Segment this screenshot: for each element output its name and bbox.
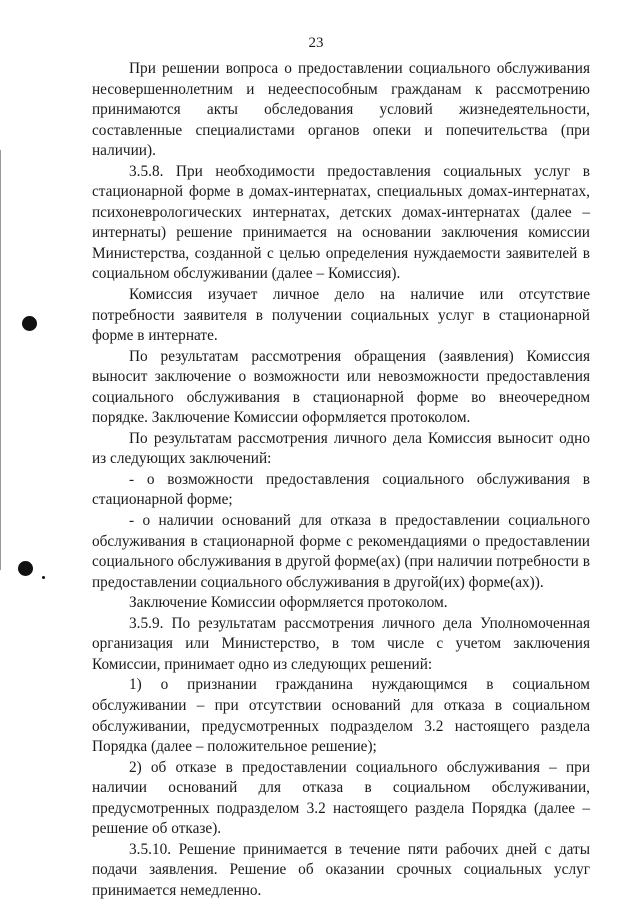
paragraph-minors-acts: При решении вопроса о предоставлении социального обслуживания несовершеннолетним и недееспособным гражданам к рассмотрению принимаются акты обследования условий жизнедеятельности, составленные специалистами органов опеки и попечительства (при наличии). (92, 60, 590, 160)
paragraph-commission-conclusion: По результатам рассмотрения обращения (заявления) Комиссия выносит заключение о возможности или невозможности предоставления социального обслуживания в стационарной форме во внеочередном порядке. Заключение Комиссии оформляется протоколом. (92, 347, 590, 427)
scan-edge-line (0, 150, 1, 570)
page-number: 23 (308, 35, 324, 51)
binder-hole-mark-top (22, 316, 37, 331)
list-item-positive-decision: 1) о признании гражданина нуждающимся в социальном обслуживании – при отсутствии оснований для отказа в социальном обслуживании, предусмотренных подразделом 3.2 настоящего раздела Порядка (далее – положительное решение); (92, 676, 590, 756)
list-item-possibility: - о возможности предоставления социального обслуживания в стационарной форме; (92, 470, 590, 509)
paragraph-3-5-9: 3.5.9. По результатам рассмотрения личного дела Уполномоченная организация или Министерство, в том числе с учетом заключения Комиссии, принимает одно из следующих решений: (92, 614, 590, 673)
paragraph-conclusions-intro: По результатам рассмотрения личного дела Комиссия выносит одно из следующих заключений: (92, 429, 590, 468)
paragraph-3-5-8: 3.5.8. При необходимости предоставления социальных услуг в стационарной форме в домах-интернатах, специальных домах-интернатах, психоневрологических интернатах, детских домах-интернатах (далее – интернаты) решение принимается на основании заключения комиссии Министерства, созданной с целью определения нуждаемости заявителей в социальном обслуживании (далее – Комиссия). (92, 162, 590, 283)
scan-speck (42, 576, 45, 579)
paragraph-protocol: Заключение Комиссии оформляется протоколом. (129, 594, 448, 612)
list-item-refusal-grounds: - о наличии оснований для отказа в предоставлении социального обслуживания в стационарной форме с рекомендациями о предоставлении социального обслуживания в другой форме(ах) (при наличии потребности в предоставлении социального обслуживания в другой(их) форме(ах)). (92, 512, 590, 591)
document-body (92, 59, 590, 901)
list-item-refusal-decision: 2) об отказе в предоставлении социального обслуживания – при наличии оснований для отказа в социальном обслуживании, предусмотренных подразделом 3.2 настоящего раздела Порядка (далее – решение об отказе). (92, 758, 590, 838)
binder-hole-mark-bottom (18, 561, 33, 576)
paragraph-3-5-10: 3.5.10. Решение принимается в течение пяти рабочих дней с даты подачи заявления. Решение об оказании срочных социальных услуг принимается немедленно. (92, 840, 590, 899)
paragraph-commission-review: Комиссия изучает личное дело на наличие или отсутствие потребности заявителя в получении социальных услуг в стационарной форме в интернате. (92, 286, 590, 345)
